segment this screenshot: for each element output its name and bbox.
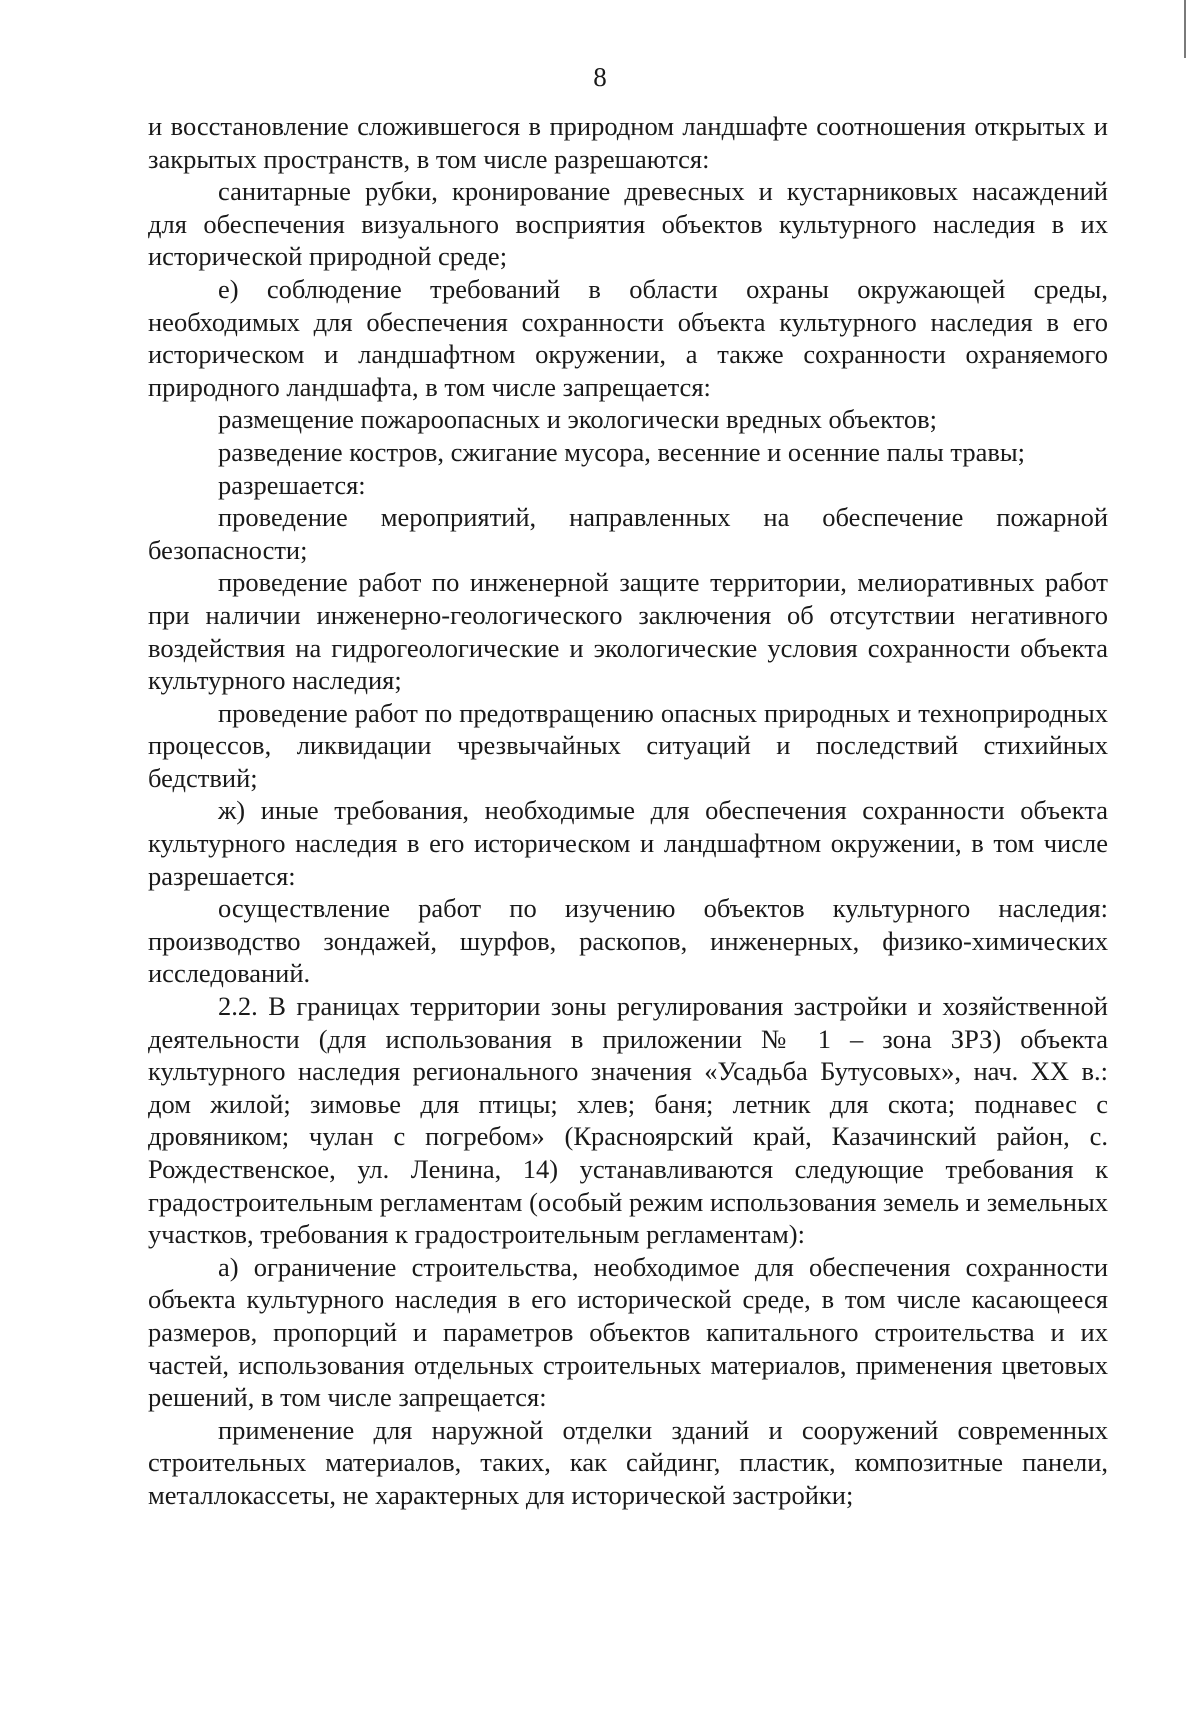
body-text [148,110,1108,1512]
paragraph: применение для наружной отделки зданий и сооружений современных строительных материалов, таких, как сайдинг, пластик, композитные панели, металлокассеты, не характерных для исторической застройки; [148,1414,1108,1510]
scan-edge-mark [1184,0,1186,58]
paragraph: 2.2. В границах территории зоны регулирования застройки и хозяйственной деятельности (для использования в приложении № 1 – зона ЗРЗ) объекта культурного наследия регионального значения «Усадьба Бутусовых», нач. XX в.: дом жилой; зимовье для птицы; хлев; баня; летник для скота; поднавес с дровяником; чулан с погребом» (Красноярский край, Казачинский район, с. Рождественское, ул. Ленина, 14) устанавливаются следующие требования к градостроительным регламентам (особый режим использования земель и земельных участков, требования к градостроительным регламентам): [148,991,1108,1250]
paragraph: и восстановление сложившегося в природном ландшафте соотношения открытых и закрытых пространств, в том числе разрешаются: [148,111,1108,174]
paragraph: осуществление работ по изучению объектов культурного наследия: производство зондажей, шурфов, раскопов, инженерных, физико-химических исследований. [148,893,1108,989]
paragraph: разведение костров, сжигание мусора, весенние и осенние палы травы; [218,436,1026,467]
paragraph: е) соблюдение требований в области охраны окружающей среды, необходимых для обеспечения сохранности объекта культурного наследия в его историческом и ландшафтном окружении, а также сохранности охраняемого природного ландшафта, в том числе запрещается: [148,273,1108,402]
paragraph: санитарные рубки, кронирование древесных и кустарниковых насаждений для обеспечения визуального восприятия объектов культурного наследия в их исторической природной среде; [148,176,1108,272]
paragraph: разрешается: [218,469,366,500]
page-number: 8 [593,62,607,92]
paragraph: а) ограничение строительства, необходимое для обеспечения сохранности объекта культурного наследия в его исторической среде, в том числе касающееся размеров, пропорций и параметров объектов капитального строительства и их частей, использования отдельных строительных материалов, применения цветовых решений, в том числе запрещается: [148,1251,1108,1413]
paragraph: проведение работ по инженерной защите территории, мелиоративных работ при наличии инженерно-геологического заключения об отсутствии негативного воздействия на гидрогеологические и экологические условия сохранности объекта культурного наследия; [148,567,1108,696]
paragraph: размещение пожароопасных и экологически вредных объектов; [218,404,937,435]
paragraph: проведение работ по предотвращению опасных природных и техноприродных процессов, ликвидации чрезвычайных ситуаций и последствий стихийных бедствий; [148,697,1108,793]
paragraph: ж) иные требования, необходимые для обеспечения сохранности объекта культурного наследия в его историческом и ландшафтном окружении, в том числе разрешается: [148,795,1108,891]
paragraph: проведение мероприятий, направленных на обеспечение пожарной безопасности; [148,502,1108,565]
